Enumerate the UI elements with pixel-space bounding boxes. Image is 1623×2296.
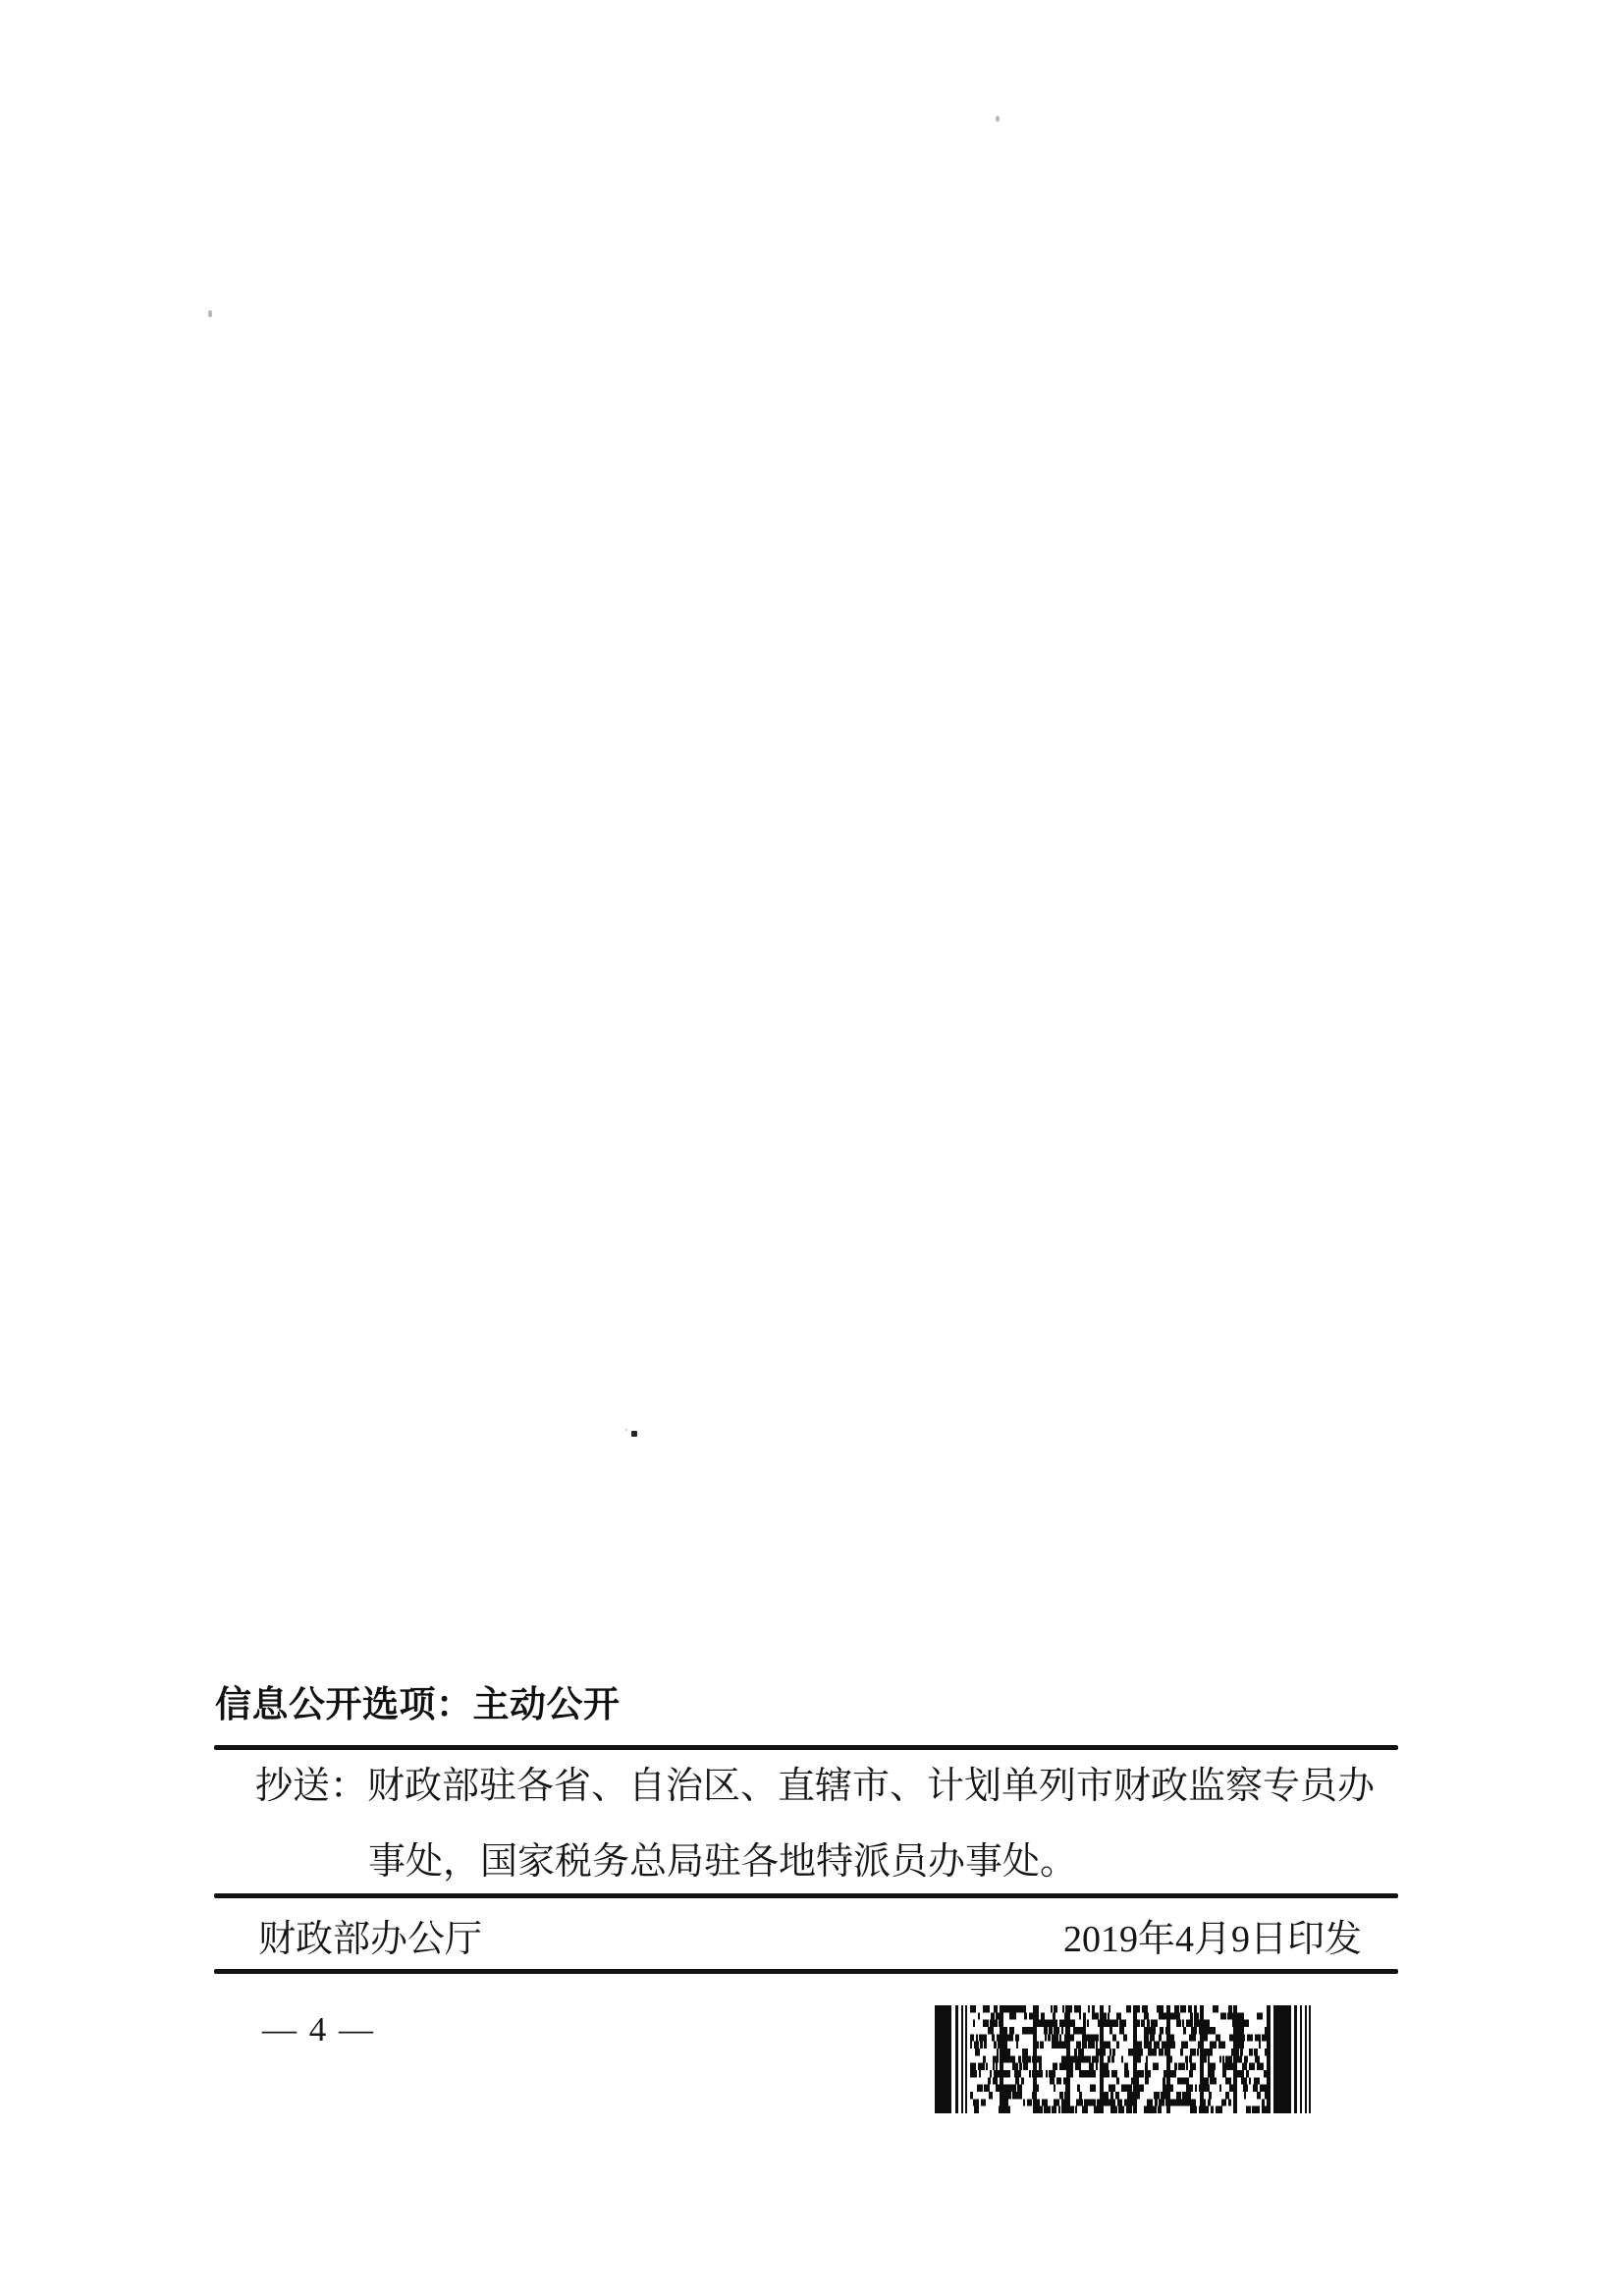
divider-bottom <box>214 1969 1398 1974</box>
issuing-office: 财政部办公厅 <box>258 1919 483 1960</box>
cc-text-line-1: 财政部驻各省、自治区、直辖市、计划单列市财政监察专员办 <box>367 1766 1376 1807</box>
cc-label: 抄送： <box>255 1766 368 1807</box>
pdf417-barcode <box>935 2005 1311 2113</box>
disclosure-note: 信息公开选项：主动公开 <box>215 1683 621 1725</box>
cc-text-line-2: 事处，国家税务总局驻各地特派员办事处。 <box>368 1841 1078 1883</box>
pdf417-barcode-graphic <box>935 2005 1311 2113</box>
page-number: — 4 — <box>262 2010 375 2049</box>
divider-middle <box>214 1893 1398 1898</box>
scan-speck <box>208 310 212 317</box>
scan-speck <box>631 1431 637 1437</box>
divider-top <box>214 1745 1398 1750</box>
scan-speck <box>996 116 1000 122</box>
cc-line-1 <box>255 1766 1375 1809</box>
print-date: 2019年4月9日印发 <box>1062 1919 1362 1960</box>
